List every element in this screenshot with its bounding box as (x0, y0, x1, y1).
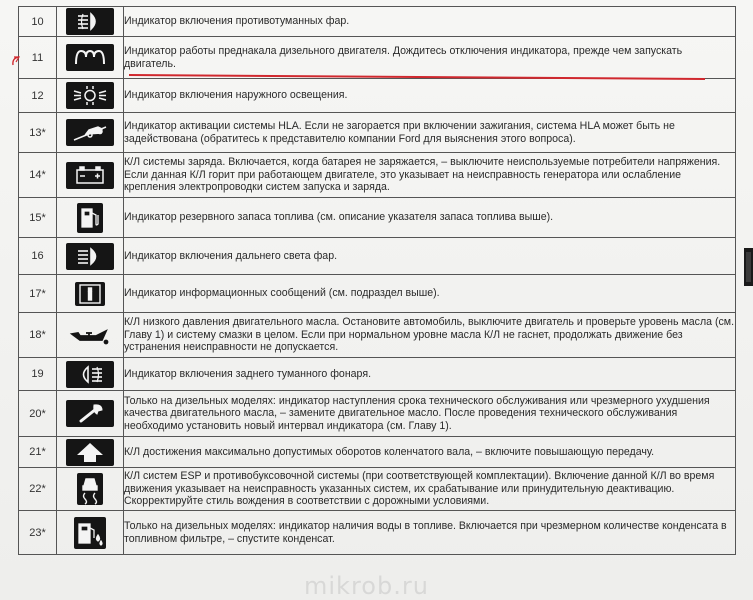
oil-can-icon (66, 322, 114, 349)
front-fog-light-icon (66, 8, 114, 35)
row-number: 19 (19, 358, 57, 391)
table-row (19, 7, 736, 37)
row-number: 17* (19, 275, 57, 313)
row-number: 13* (19, 113, 57, 153)
row-number: 23* (19, 511, 57, 555)
row-description: К/Л системы заряда. Включается, когда батарея не заряжается, – выключите неиспользуемые потребители напряжения. Если данная К/Л горит при работающем двигателе, это указывает на неисправность генератора или ослабление крепления электропроводки систем запуска и заряда. (124, 153, 736, 198)
table-row (19, 37, 736, 79)
row-description: Индикатор работы преднакала дизельного двигателя. Дождитесь отключения индикатора, прежде чем запускать двигатель. (124, 37, 736, 79)
row-description: Только на дизельных моделях: индикатор наступления срока технического обслуживания или чрезмерного ухудшения качества двигательного масла, – замените двигательное масло. После проведения технического обслуживания необходимо установить новый интервал индикатора (см. Главу 1). (124, 391, 736, 437)
wrench-icon (66, 400, 114, 427)
row-description: Индикатор информационных сообщений (см. подраздел выше). (124, 275, 736, 313)
row-number: 11 (19, 37, 57, 79)
watermark: mikrob.ru (304, 572, 429, 600)
fuel-pump-icon (77, 203, 103, 233)
row-description: Индикатор включения наружного освещения. (124, 79, 736, 113)
row-description: К/Л систем ESP и противобуксовочной системы (при соответствующей комплектации). Включение данной К/Л во время движения указывает на неисправность указанных систем, их срабатывание или принудительную деактивацию. Скорректируйте стиль вождения в соответствии с дорожными условиями. (124, 468, 736, 511)
table-row (19, 468, 736, 511)
row-number: 22* (19, 468, 57, 511)
rear-fog-light-icon (66, 361, 114, 388)
row-description: К/Л низкого давления двигательного масла. Остановите автомобиль, выключите двигатель и проверьте уровень масла (см. Главу 1) и систему смазки в целом. Если при нормальном уровне масла К/Л не гаснет, продолжать движение без устранения неисправности не допускается. (124, 313, 736, 358)
row-number: 14* (19, 153, 57, 198)
row-number: 10 (19, 7, 57, 37)
upshift-arrow-icon (66, 439, 114, 466)
row-number: 15* (19, 198, 57, 238)
table-row (19, 391, 736, 437)
page-edge-tab (744, 248, 753, 286)
table-row (19, 437, 736, 468)
row-description: Индикатор резервного запаса топлива (см. описание указателя запаса топлива выше). (124, 198, 736, 238)
table-row (19, 198, 736, 238)
table-row (19, 358, 736, 391)
row-description: Индикатор включения дальнего света фар. (124, 238, 736, 275)
table-row (19, 313, 736, 358)
row-number: 18* (19, 313, 57, 358)
glow-plug-icon (66, 44, 114, 71)
row-description: Индикатор включения заднего туманного фонаря. (124, 358, 736, 391)
exterior-lights-icon (66, 82, 114, 109)
info-icon (75, 282, 105, 306)
row-number: 20* (19, 391, 57, 437)
row-description: Индикатор активации системы HLA. Если не загорается при включении зажигания, система HLA может быть не задействована (обратитесь к представителю компании Ford для выяснения этого вопроса). (124, 113, 736, 153)
row-number: 16 (19, 238, 57, 275)
battery-icon (66, 162, 114, 189)
table-row (19, 79, 736, 113)
table-row (19, 153, 736, 198)
hla-car-icon (66, 119, 114, 146)
table-row (19, 113, 736, 153)
table-row (19, 275, 736, 313)
row-description: Только на дизельных моделях: индикатор наличия воды в топливе. Включается при чрезмерном количестве конденсата в топливном фильтре, – спустите конденсат. (124, 511, 736, 555)
handwritten-check-mark (10, 53, 36, 75)
indicator-table (18, 6, 736, 555)
row-number: 21* (19, 437, 57, 468)
row-number: 12 (19, 79, 57, 113)
high-beam-icon (66, 243, 114, 270)
row-description: Индикатор включения противотуманных фар. (124, 7, 736, 37)
table-row (19, 511, 736, 555)
esp-skid-icon (77, 473, 103, 505)
row-description: К/Л достижения максимально допустимых оборотов коленчатого вала, – включите повышающую передачу. (124, 437, 736, 468)
water-in-fuel-icon (74, 517, 106, 549)
table-row (19, 238, 736, 275)
